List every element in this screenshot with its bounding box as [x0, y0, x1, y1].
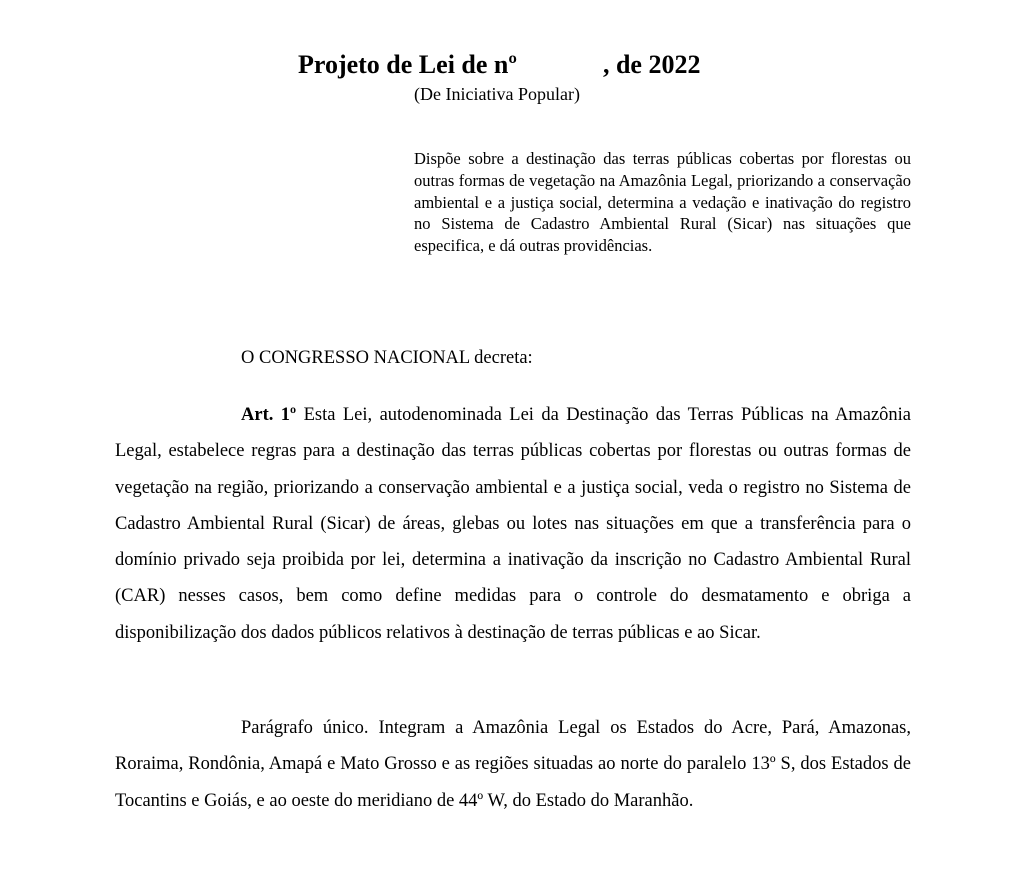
article-1 [115, 397, 911, 651]
article-1-label: Art. 1º [241, 405, 297, 425]
bill-subtitle: (De Iniciativa Popular) [414, 84, 580, 104]
bill-title-prefix: Projeto de Lei de nº [298, 50, 517, 79]
bill-title [298, 48, 700, 82]
bill-title-suffix: , de 2022 [602, 50, 701, 79]
enacting-clause: O CONGRESSO NACIONAL decreta: [241, 348, 533, 368]
paragrafo-unico: Parágrafo único. Integram a Amazônia Legal os Estados do Acre, Pará, Amazonas, Roraima, Rondônia, Amapá e Mato Grosso e as regiões situadas ao norte do paralelo 13º S, dos Estados de Tocantins e Goiás, e ao oeste do meridiano de 44º W, do Estado do Maranhão. [115, 718, 911, 811]
bill-ementa: Dispõe sobre a destinação das terras públicas cobertas por florestas ou outras formas de vegetação na Amazônia Legal, priorizando a conservação ambiental e a justiça social, determina a vedação e inativação do registro no Sistema de Cadastro Ambiental Rural (Sicar) nas situações que especifica, e dá outras providências. [414, 149, 911, 256]
article-1-text: Esta Lei, autodenominada Lei da Destinação das Terras Públicas na Amazônia Legal, estabelece regras para a destinação das terras públicas cobertas por florestas ou outras formas de vegetação na região, priorizando a conservação ambiental e a justiça social, veda o registro no Sistema de Cadastro Ambiental Rural (Sicar) de áreas, glebas ou lotes nas situações em que a transferência para o domínio privado seja proibida por lei, determina a inativação da inscrição no Cadastro Ambiental Rural (CAR) nesses casos, bem como define medidas para o controle do desmatamento e obriga a disponibilização dos dados públicos relativos à destinação de terras públicas e ao Sicar. [115, 405, 912, 643]
